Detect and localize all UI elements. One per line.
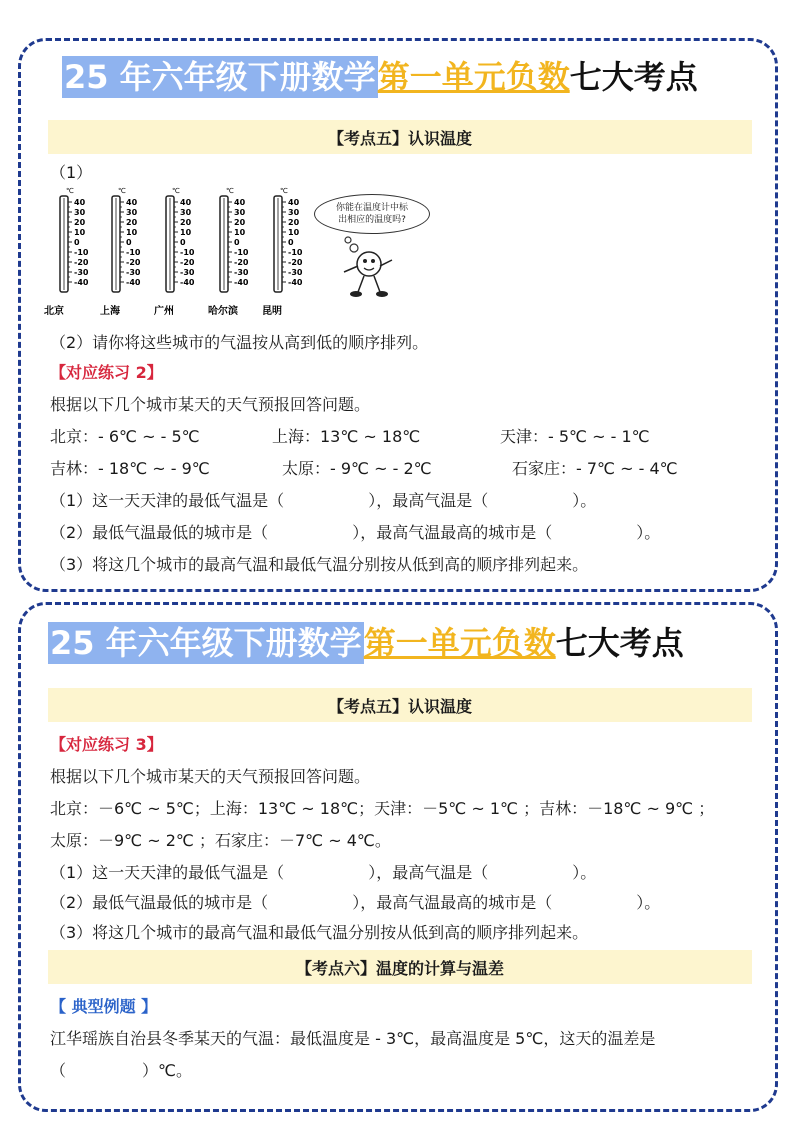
tick-label: 10: [288, 228, 300, 237]
city-label: 昆明: [262, 306, 282, 317]
title-highlight: 25 年六年级下册数学: [50, 624, 362, 662]
practice-label-2: 【对应练习 2】: [50, 363, 163, 382]
section-bar-kaodian5: 【考点五】认识温度: [48, 120, 752, 154]
title-black: 七大考点: [569, 58, 698, 96]
tick-label: -40: [234, 278, 249, 287]
tick-label: 0: [288, 238, 294, 247]
tick-label: 10: [234, 228, 246, 237]
title-yellow: 第一单元负数: [377, 58, 570, 96]
title-black: 七大考点: [555, 624, 684, 662]
tick-label: 0: [180, 238, 186, 247]
thermometer: [208, 187, 249, 317]
city-temp-tianjin: 天津：- 5℃ ~ - 1℃: [500, 427, 650, 446]
city-temps-line-2: 太原：－9℃ ~ 2℃ ；石家庄：－7℃ ~ 4℃。: [50, 831, 391, 850]
speech-bubble: [314, 194, 430, 234]
tick-label: 0: [126, 238, 132, 247]
sq2-part-a: （2）最低气温最低的城市是（: [50, 893, 269, 912]
tick-label: 10: [126, 228, 138, 237]
tick-label: 20: [180, 218, 192, 227]
tick-label: -10: [180, 248, 195, 257]
tick-label: -30: [234, 268, 249, 277]
cartoon-character-icon: [334, 236, 404, 306]
tick-label: 30: [234, 208, 246, 217]
thermometer: [100, 187, 141, 317]
q2-text: （2）请你将这些城市的气温按从高到低的顺序排列。: [50, 333, 429, 352]
tick-label: -10: [234, 248, 249, 257]
tick-label: 20: [126, 218, 138, 227]
city-temp-shanghai: 上海：13℃ ~ 18℃: [272, 427, 421, 446]
city-label: 哈尔滨: [208, 306, 238, 317]
city-label: 北京: [44, 306, 64, 317]
sq1-part-b: ），最高气温是（: [368, 863, 489, 882]
tick-label: -10: [126, 248, 141, 257]
tick-label: 20: [74, 218, 86, 227]
tick-label: 40: [288, 198, 300, 207]
tick-label: -10: [74, 248, 89, 257]
tick-label: -30: [180, 268, 195, 277]
city-temp-jilin: 吉林：- 18℃ ~ - 9℃: [50, 459, 210, 478]
tick-label: 40: [74, 198, 86, 207]
sq2-part-a: （2）最低气温最低的城市是（: [50, 523, 269, 542]
tick-label: -10: [288, 248, 303, 257]
tick-label: -20: [288, 258, 303, 267]
practice-label-3: 【对应练习 3】: [50, 735, 163, 754]
example-question-line-2: [50, 1058, 192, 1081]
tick-label: -30: [288, 268, 303, 277]
tick-label: 20: [234, 218, 246, 227]
tick-label: -30: [126, 268, 141, 277]
city-label: 广州: [154, 306, 174, 317]
city-temp-taiyuan: 太原：- 9℃ ~ - 2℃: [282, 459, 432, 478]
example-part-a: （: [50, 1061, 67, 1080]
intro-text: 根据以下几个城市某天的天气预报回答问题。: [50, 767, 371, 786]
tick-label: 30: [74, 208, 86, 217]
tick-label: 0: [234, 238, 240, 247]
intro-text: 根据以下几个城市某天的天气预报回答问题。: [50, 395, 371, 414]
tick-label: 40: [234, 198, 246, 207]
tick-label: -20: [180, 258, 195, 267]
city-temp-beijing: 北京：- 6℃ ~ - 5℃: [50, 427, 200, 446]
unit-label: ℃: [280, 187, 288, 195]
sub-question-3: （3）将这几个城市的最高气温和最低气温分别按从低到高的顺序排列起来。: [50, 555, 589, 574]
section-bar-kaodian6: 【考点六】温度的计算与温差: [48, 950, 752, 984]
sq2-part-c: ）。: [636, 893, 661, 912]
tick-label: -40: [180, 278, 195, 287]
sq1-part-a: （1）这一天天津的最低气温是（: [50, 491, 285, 510]
example-part-b: ）℃。: [142, 1061, 192, 1080]
sq2-part-c: ）。: [636, 523, 661, 542]
q1-label: （1）: [50, 163, 93, 182]
sq1-part-b: ），最高气温是（: [368, 491, 489, 510]
sq2-part-b: ），最高气温最高的城市是（: [352, 523, 553, 542]
tick-label: 40: [126, 198, 138, 207]
tick-label: -30: [74, 268, 89, 277]
unit-label: ℃: [118, 187, 126, 195]
tick-label: 0: [74, 238, 80, 247]
tick-label: -40: [288, 278, 303, 287]
tick-label: 30: [288, 208, 300, 217]
unit-label: ℃: [66, 187, 74, 195]
card2-title: [48, 618, 684, 664]
example-label: 【 典型例题 】: [50, 997, 158, 1016]
city-temp-shijiazhuang: 石家庄：- 7℃ ~ - 4℃: [512, 459, 678, 478]
city-temps-line-1: 北京：－6℃ ~ 5℃；上海：13℃ ~ 18℃；天津：－5℃ ~ 1℃ ；吉林：－18℃ ~ 9℃ ；: [50, 799, 715, 818]
unit-label: ℃: [172, 187, 180, 195]
unit-label: ℃: [226, 187, 234, 195]
sq2-part-b: ），最高气温最高的城市是（: [352, 893, 553, 912]
title-highlight: 25 年六年级下册数学: [64, 58, 376, 96]
example-question-line-1: 江华瑶族自治县冬季某天的气温：最低温度是 - 3℃，最高温度是 5℃，这天的温差是: [50, 1029, 656, 1048]
tick-label: -40: [126, 278, 141, 287]
sq1-part-c: ）。: [572, 863, 597, 882]
sub-question-2: [50, 890, 660, 913]
tick-label: 30: [126, 208, 138, 217]
card1-title: [62, 52, 698, 98]
section-bar-kaodian5: 【考点五】认识温度: [48, 688, 752, 722]
sq1-part-a: （1）这一天天津的最低气温是（: [50, 863, 285, 882]
tick-label: -20: [74, 258, 89, 267]
sub-question-2: [50, 520, 660, 543]
tick-label: -20: [126, 258, 141, 267]
tick-label: 30: [180, 208, 192, 217]
tick-label: -40: [74, 278, 89, 287]
tick-label: 10: [180, 228, 192, 237]
thermometer: [44, 187, 89, 317]
sq1-part-c: ）。: [572, 491, 597, 510]
sub-question-1: [50, 488, 596, 511]
sub-question-1: [50, 860, 596, 883]
city-label: 上海: [100, 306, 120, 317]
tick-label: 40: [180, 198, 192, 207]
thermometer: [262, 187, 303, 317]
tick-label: 20: [288, 218, 300, 227]
bubble-text: 你能在温度计中标出相应的温度吗?: [335, 203, 408, 225]
tick-label: -20: [234, 258, 249, 267]
tick-label: 10: [74, 228, 86, 237]
thermometer-group: [44, 186, 364, 317]
thermometer: [154, 187, 195, 317]
title-yellow: 第一单元负数: [363, 624, 556, 662]
sub-question-3: （3）将这几个城市的最高气温和最低气温分别按从低到高的顺序排列起来。: [50, 923, 589, 942]
